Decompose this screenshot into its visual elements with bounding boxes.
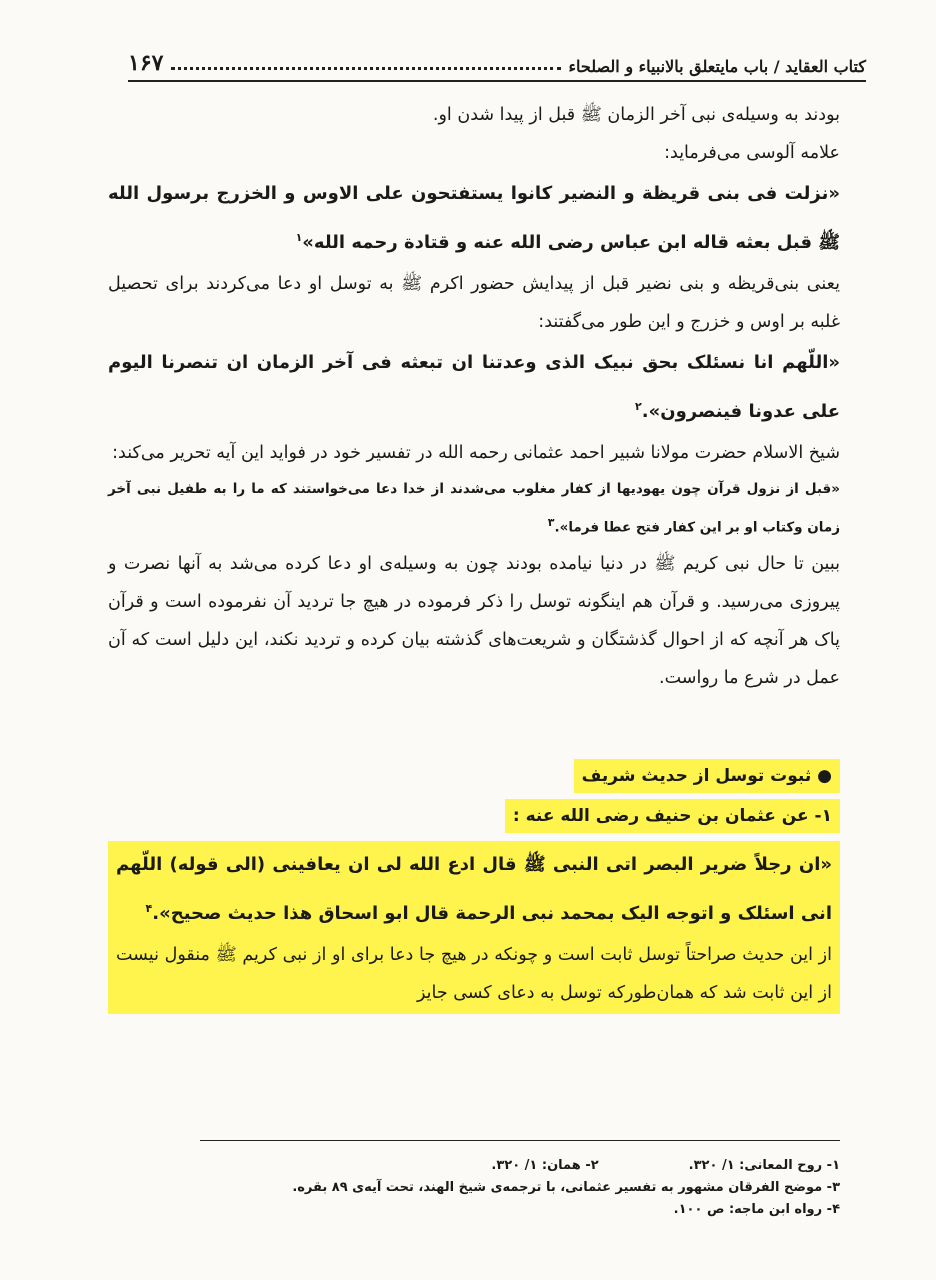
alusi-intro: علامه آلوسی می‌فرماید: <box>664 143 840 163</box>
hadith-text <box>116 843 832 936</box>
footnote-row-1 <box>200 1155 840 1177</box>
quote-alusi-text: «نزلت فی بنی قریظة و النضیر کانوا یستفتحون علی الاوس و الخزرج برسول الله ﷺ قبل بعثه قاله ابن عباس رضی الله عنه و قتادة رحمه الله» <box>108 183 840 253</box>
running-title: کتاب العقاید / باب مایتعلق بالانبیاء و الصلحاء <box>568 57 866 76</box>
shabbir-paragraph: شیخ الاسلام حضرت مولانا شبیر احمد عثمانی رحمه الله در تفسیر خود در فواید این آیه تحریر می‌کند: <box>112 443 840 463</box>
footnote-2: ۲- همان: ۱/ ۳۲۰. <box>491 1158 599 1173</box>
section-spacer <box>108 697 840 759</box>
conclusion-paragraph: ببین تا حال نبی کریم ﷺ در دنیا نیامده بودند چون به وسیله‌ی او دعا کرده می‌شد به آنها نصرت و پیروزی می‌رسید. و قرآن هم اینگونه توسل را ذکر فرموده در هیچ جا تردید آن نفرموده است و قرآن پاک هر آنچه که از احوال گذشتگان و شریعت‌های گذشته بیان کرده و تردید نکند، این دلیل است که آن عمل در شرع ما رواست. <box>108 553 840 688</box>
hadith-comment: از این حدیث صراحتاً توسل ثابت است و چونکه در هیچ جا دعا برای او از نبی کریم ﷺ منقول نیست از این ثابت شد که همان‌طورکه توسل به دعای کسی جایز <box>116 944 832 1003</box>
hadith-quote: «ان رجلاً ضریر البصر اتی النبی ﷺ قال ادع الله لی ان یعافینی (الی قوله) اللّهم انی اسئلک و اتوجه الیک بمحمد نبی الرحمة قال ابو اسحاق هذا حدیث صحیح». <box>116 853 832 924</box>
footnote-ref-1[interactable]: ۱ <box>295 231 303 244</box>
section-heading-row <box>108 759 840 793</box>
footnotes <box>200 1140 840 1221</box>
hadith-narrator: ۱- عن عثمان بن حنیف رضی الله عنه : <box>505 799 840 833</box>
footnote-ref-2[interactable]: ۲ <box>635 400 642 413</box>
page-body <box>108 96 840 1014</box>
quote-prayer-text: «اللّهم انا نسئلک بحق نبیک الذی وعدتنا ان تبعثه فی آخر الزمان ان تنصرنا الیوم علی عدونا فینصرون». <box>108 352 840 422</box>
quote-tafsir-text: «قبل از نزول قرآن چون یهودیها از کفار مغلوب می‌شدند از خدا دعا می‌خواستند که ما را به طفیل نبی آخر زمان وکتاب او بر این کفار فتح عطا فرما». <box>108 481 840 536</box>
translation-paragraph: یعنی بنی‌قریظه و بنی نضیر قبل از پیدایش حضور اکرم ﷺ به توسل او دعا می‌کردند برای تحصیل غلبه بر اوس و خزرج و این طور می‌گفتند: <box>108 274 840 332</box>
page-header <box>128 42 866 82</box>
leader-dots <box>171 67 560 70</box>
subtitle-row <box>108 793 840 833</box>
quote-prayer <box>108 341 840 434</box>
footnote-3: ۳- موضح الفرقان مشهور به تفسیر عثمانی، با ترجمه‌ی شیخ الهند، تحت آیه‌ی ۸۹ بقره. <box>292 1180 840 1195</box>
section-title: ● ثبوت توسل از حدیث شریف <box>574 759 840 793</box>
footnote-4: ۴- رواه ابن ماجه: ص ۱۰۰. <box>673 1202 840 1217</box>
footnote-ref-4[interactable]: ۴ <box>145 901 153 915</box>
quote-alusi <box>108 172 840 265</box>
page-number: ۱۶۷ <box>128 50 164 76</box>
paragraph-line1: بودند به وسیله‌ی نبی آخر الزمان ﷺ قبل از پیدا شدن او. <box>432 105 840 125</box>
footnote-ref-3[interactable]: ۳ <box>547 516 555 529</box>
quote-tafsir <box>108 472 840 545</box>
footnote-1: ۱- روح المعانی: ۱/ ۳۲۰. <box>688 1158 840 1173</box>
highlighted-hadith <box>108 841 840 1014</box>
